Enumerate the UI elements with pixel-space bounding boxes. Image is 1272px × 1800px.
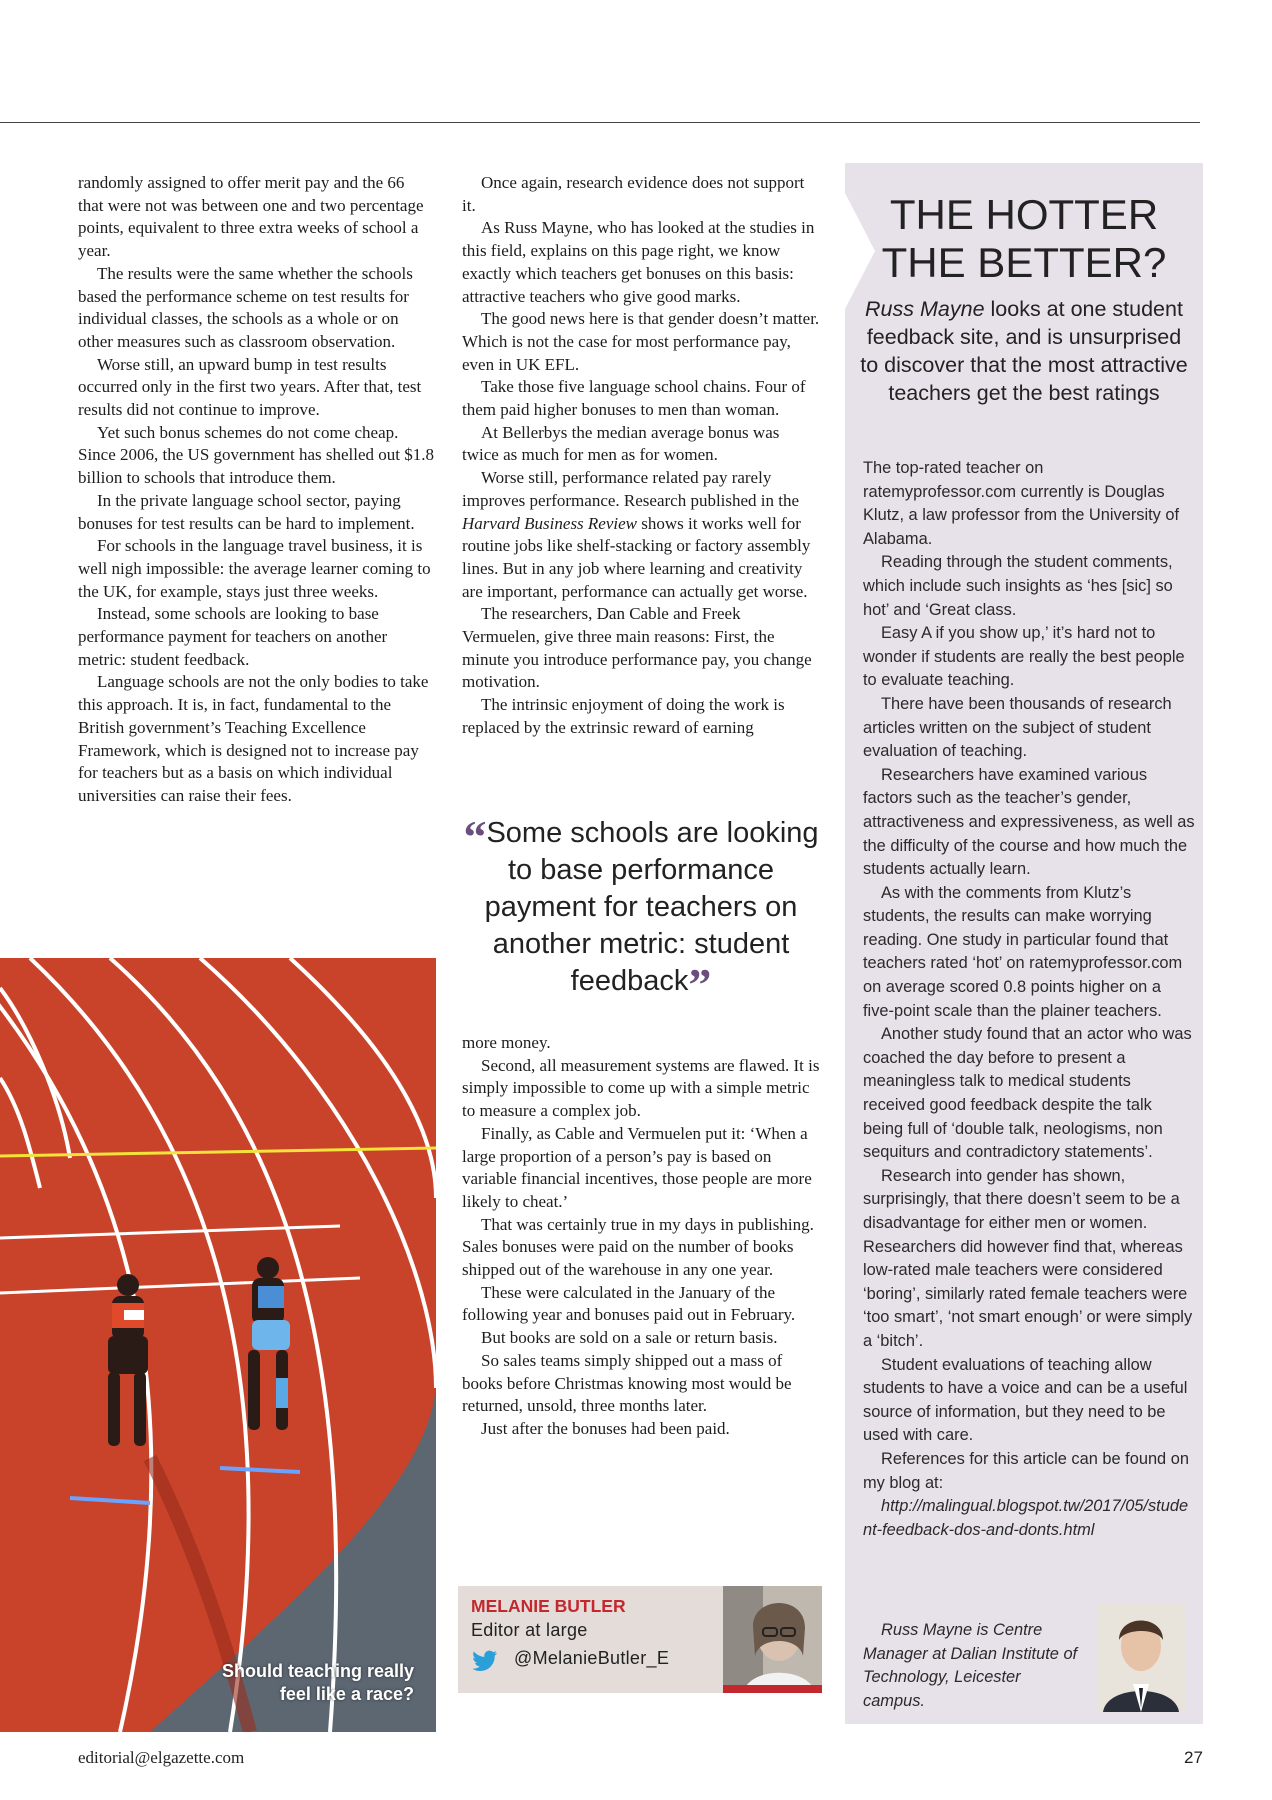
sidebar-paragraph: References for this article can be found on my blog at:: [863, 1449, 1189, 1492]
sidebar-title: [845, 191, 1203, 287]
track-illustration: [0, 958, 436, 1732]
paragraph: At Bellerbys the median average bonus was twice as much for men as for women.: [462, 422, 780, 465]
author-portrait-illustration: [1097, 1604, 1185, 1712]
paragraph: That was certainly true in my days in publishing. Sales bonuses were paid on the number of books shipped out of the warehouse in any one year.: [462, 1214, 814, 1280]
sidebar-title-line: THE BETTER?: [881, 239, 1167, 286]
paragraph: For schools in the language travel business, it is well nigh impossible: the average learner coming to the UK, for example, stays just three weeks.: [78, 536, 431, 601]
sidebar-paragraph: Reading through the student comments, which include such insights as ‘hes [sic] so hot’ and ‘Great class.: [863, 553, 1173, 619]
sidebar-feature: [845, 163, 1203, 1724]
editor-byline-box: [458, 1586, 822, 1693]
twitter-bird-icon: [472, 1650, 498, 1672]
caption-line: Should teaching really: [221, 1661, 414, 1681]
sidebar-paragraph: Another study found that an actor who was coached the day before to present a meaningless talk to medical students received good feedback despite the talk being full of ‘double talk, neologisms, non sequiturs and contradictory statements’.: [863, 1025, 1192, 1162]
paragraph-text: Worse still, performance related pay rarely improves performance. Research published in the: [462, 468, 800, 510]
standfirst-text: looks at one student feedback site, and is unsurprised to discover that the most attractive teachers get the best ratings: [860, 297, 1188, 405]
editor-twitter-handle: @MelanieButler_E: [514, 1648, 670, 1668]
paragraph: randomly assigned to offer merit pay and the 66 that were not was between one and two percentage points, equivalent to three extra weeks of school a year.: [78, 173, 424, 261]
accent-bar: [723, 1685, 822, 1693]
author-portrait: [1097, 1604, 1185, 1712]
paragraph: Instead, some schools are looking to base performance payment for teachers on another metric: student feedback.: [78, 604, 388, 669]
editor-role: Editor at large: [471, 1620, 588, 1640]
editor-portrait-illustration: [723, 1586, 822, 1693]
paragraph: So sales teams simply shipped out a mass of books before Christmas knowing most would be returned, unsold, three months later.: [462, 1350, 792, 1416]
paragraph: As Russ Mayne, who has looked at the studies in this field, explains on this page right, we know exactly which teachers get bonuses on this basis: attractive teachers who give good marks.: [462, 218, 815, 306]
paragraph: Finally, as Cable and Vermuelen put it: ‘When a large proportion of a person’s pay is based on variable financial incentives, those people are more likely to cheat.’: [462, 1123, 812, 1211]
open-quote-mark: “: [463, 811, 487, 862]
blog-url: http://malingual.blogspot.tw/2017/05/student-feedback-dos-and-donts.html: [863, 1497, 1189, 1539]
paragraph: Take those five language school chains. Four of them paid higher bonuses to men than woman.: [462, 377, 806, 420]
paragraph: The intrinsic enjoyment of doing the work is replaced by the extrinsic reward of earning: [462, 695, 785, 737]
sidebar-body: [863, 457, 1195, 1542]
editor-photo: [723, 1586, 822, 1693]
pull-quote-text: Some schools are looking to base performance payment for teachers on another metric: student feedback: [484, 817, 819, 997]
sidebar-standfirst: [859, 295, 1189, 407]
sidebar-paragraph: As with the comments from Klutz’s students, the results can make worrying reading. One study in particular found that teachers rated ‘hot’ on ratemyprofessor.com on average scored 0.8 points higher on a five-point scale than the plainer teachers.: [863, 883, 1183, 1020]
sidebar-paragraph: The top-rated teacher on ratemyprofessor.com currently is Douglas Klutz, a law professor from the University of Alabama.: [863, 459, 1180, 548]
paragraph: Just after the bonuses had been paid.: [481, 1418, 730, 1438]
paragraph: Yet such bonus schemes do not come cheap. Since 2006, the US government has shelled out $1.8 billion to schools that introduce them.: [78, 422, 435, 488]
article-column-1: [78, 172, 434, 808]
publication-title: Harvard Business Review: [462, 513, 638, 533]
paragraph: These were calculated in the January of the following year and bonuses paid out in February.: [462, 1282, 796, 1325]
standfirst-author: Russ Mayne: [865, 297, 985, 321]
paragraph: Once again, research evidence does not support it.: [462, 173, 805, 215]
paragraph: Second, all measurement systems are flawed. It is simply impossible to come up with a simple metric to measure a complex job.: [462, 1055, 820, 1121]
running-track-photo: [0, 958, 436, 1732]
paragraph: In the private language school sector, paying bonuses for test results can be hard to implement.: [78, 490, 415, 533]
photo-caption: [222, 1660, 414, 1706]
footer-email: editorial@elgazette.com: [78, 1748, 245, 1767]
paragraph: The results were the same whether the schools based the performance scheme on test results for individual classes, the schools as a whole or on other measures such as classroom observation.: [78, 263, 413, 351]
sidebar-paragraph: Student evaluations of teaching allow students to have a voice and can be a useful source of information, but they need to be used with care.: [863, 1355, 1188, 1445]
paragraph: The good news here is that gender doesn’t matter. Which is not the case for most performance pay, even in UK EFL.: [462, 309, 820, 374]
sidebar-paragraph: There have been thousands of research articles written on the subject of student evaluation of teaching.: [863, 694, 1172, 761]
author-bio: Russ Mayne is Centre Manager at Dalian Institute of Technology, Leicester campus.: [863, 1621, 1078, 1710]
paragraph-hbr: [462, 467, 820, 603]
header-rule: [0, 122, 1200, 123]
page-number: 27: [1184, 1748, 1203, 1767]
pull-quote: [456, 811, 826, 1010]
caption-line: feel like a race?: [279, 1684, 414, 1704]
sidebar-paragraph: Research into gender has shown, surprisingly, that there doesn’t seem to be a disadvantage for either men or women. Researchers did however find that, whereas low-rated male teachers were considered ‘boring’, similarly rated female teachers were ‘too smart’, ‘not smart enough’ or were simply a ‘bitch’.: [863, 1166, 1193, 1350]
paragraph: But books are sold on a sale or return basis.: [481, 1328, 778, 1348]
paragraph: Worse still, an upward bump in test results occurred only in the first two years. After that, test results did not continue to improve.: [78, 354, 422, 420]
sidebar-title-line: THE HOTTER: [889, 191, 1159, 238]
close-quote-mark: ”: [688, 959, 712, 1010]
paragraph: more money.: [462, 1033, 551, 1052]
sidebar-paragraph: Easy A if you show up,’ it’s hard not to wonder if students are really the best people to evaluate teaching.: [863, 624, 1185, 690]
sidebar-paragraph: Researchers have examined various factors such as the teacher’s gender, attractiveness and expressiveness, as well as the difficulty of the course and how much the students actually learn.: [863, 765, 1195, 879]
article-column-2-top: [462, 172, 820, 740]
article-column-2-bottom: [462, 1032, 820, 1441]
paragraph: The researchers, Dan Cable and Freek Vermuelen, give three main reasons: First, the minute you introduce performance pay, you change motivation.: [462, 604, 812, 692]
editor-name: MELANIE BUTLER: [471, 1596, 626, 1616]
paragraph-text: shows it works well for routine jobs like shelf-stacking or factory assembly lines. But in any job where learning and creativity are important, performance can actually get worse.: [462, 513, 811, 601]
paragraph: Language schools are not the only bodies to take this approach. It is, in fact, fundamental to the British government’s Teaching Excellence Framework, which is designed not to increase pay for teachers but as a basis on which individual universities can raise their fees.: [78, 672, 429, 805]
